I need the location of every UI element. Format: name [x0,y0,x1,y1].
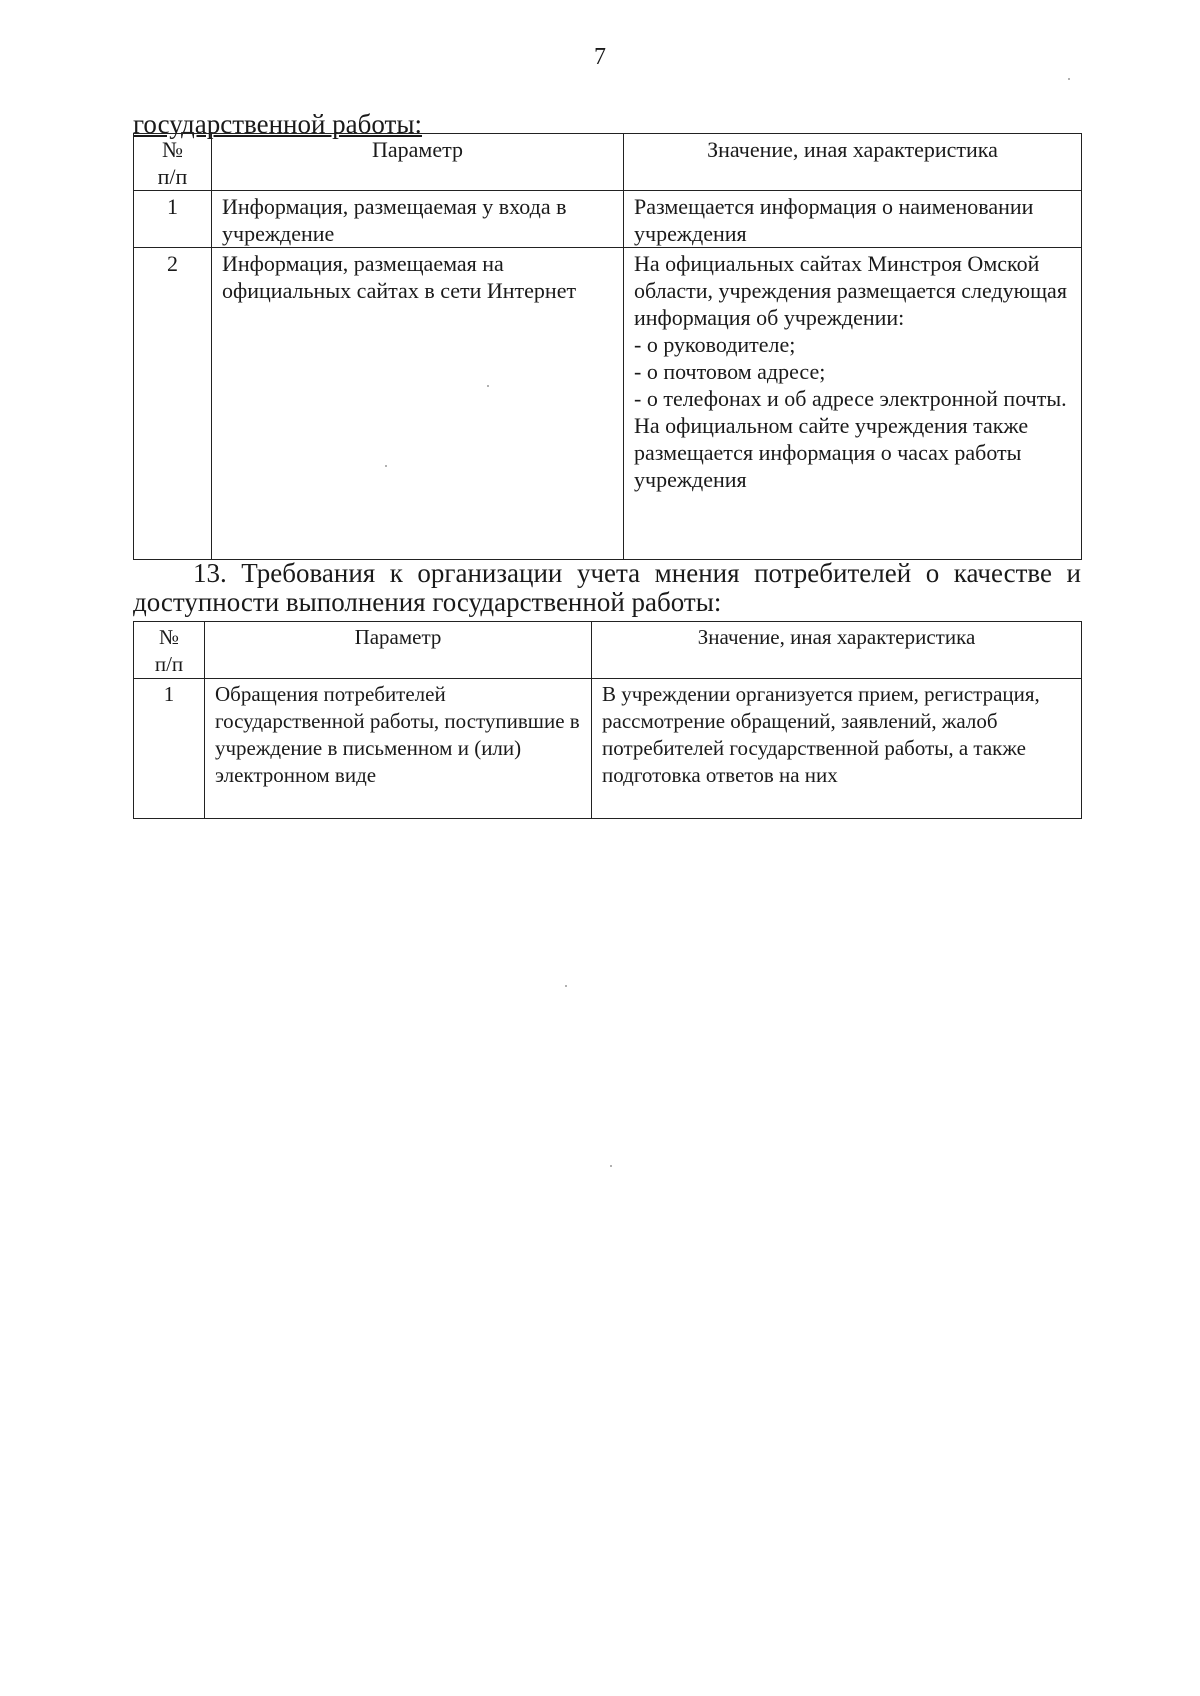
column-header-value: Значение, иная характеристика [592,622,1082,679]
column-header-number: № п/п [134,622,205,679]
table-header-row [134,134,1082,191]
scan-speck [1068,78,1070,80]
scan-speck [385,465,387,467]
section-13-heading: 13. Требования к организации учета мнения потребителей о качестве и доступности выполнения государственной работы: [133,558,1081,617]
table-header-row [134,622,1082,679]
section-12-heading-tail: государственной работы: [133,109,422,139]
column-header-value: Значение, иная характеристика [624,134,1082,191]
row-number: 1 [134,679,205,819]
column-header-number: № п/п [134,134,212,191]
table-row [134,248,1082,560]
scan-speck [610,1165,612,1167]
row-value: В учреждении организуется прием, регистрация, рассмотрение обращений, заявлений, жалоб потребителей государственной работы, а также подготовка ответов на них [592,679,1082,819]
row-parameter: Информация, размещаемая у входа в учреждение [212,191,624,248]
page-number: 7 [594,44,606,70]
row-parameter: Обращения потребителей государственной работы, поступившие в учреждение в письменном и (или) электронном виде [205,679,592,819]
column-header-parameter: Параметр [212,134,624,191]
row-value: На официальных сайтах Минстроя Омской области, учреждения размещается следующая информация об учреждении: - о руководителе; - о почтовом адресе; - о телефонах и об адресе электронной почты. На официальном сайте учреждения также размещается информация о часах работы учреждения [624,248,1082,560]
scan-speck [487,385,489,387]
row-number: 1 [134,191,212,248]
row-number: 2 [134,248,212,560]
row-value: Размещается информация о наименовании учреждения [624,191,1082,248]
scan-speck [565,985,567,987]
table-row [134,191,1082,248]
row-parameter: Информация, размещаемая на официальных сайтах в сети Интернет [212,248,624,560]
feedback-table [133,621,1082,819]
column-header-parameter: Параметр [205,622,592,679]
table-row [134,679,1082,819]
information-table [133,133,1082,560]
